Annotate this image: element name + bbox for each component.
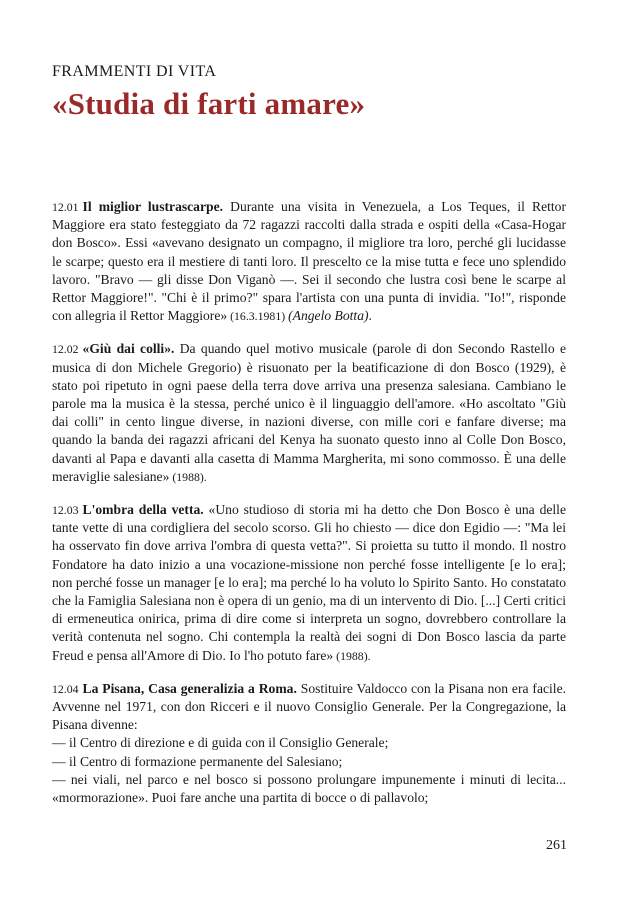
page-number: 261 [546, 838, 567, 853]
entry-number: 12.04 [52, 681, 79, 696]
entry-heading: L'ombra della vetta. [82, 502, 204, 518]
entry-text: Da quando quel motivo musicale (parole di don Secondo Rastello e musica di don Michele Gregorio) è risuonato per la beatificazione di don Bosco (1929), è stato poi ripetuto in ogni paese della terra dove arriva una presenza salesiana. Cambiano le parole ma la musica è la stessa, perché unico è il linguaggio dell'amore. «Ho ascoltato "Giù dai colli" in cento lingue diverse, in nazioni diverse, con mille cori e fanfare diverse; ma quando la banda dei ragazzi africani del Kenya ha suonato questo inno al Colle Don Bosco, davanti al Papa e davanti alla casetta di Mamma Margherita, mi sono commosso. È una delle meraviglie salesiane» [52, 341, 566, 484]
entry-tail: . [368, 308, 372, 324]
entry-12-04 [52, 680, 566, 807]
section-kicker: FRAMMENTI DI VITA [52, 63, 217, 80]
entry-heading: Il miglior lustrascarpe. [82, 199, 224, 214]
page-title: «Studia di farti amare» [52, 86, 366, 121]
entry-heading: La Pisana, Casa generalizia a Roma. [82, 680, 297, 696]
entry-heading: «Giù dai colli». [82, 341, 175, 357]
entry-number: 12.03 [52, 503, 79, 518]
body-text [52, 198, 566, 822]
entry-text: Durante una visita in Venezuela, a Los Teques, il Rettor Maggiore era stato festeggiato da 72 ragazzi raccolti dalla strada e ospiti della «Casa-Hogar don Bosco». Essi «avevano designato un compagno, il migliore tra loro, perché gli lucidasse le scarpe; questo era il mestiere di tanti loro. Il prescelto ce la mise tutta e fece uno splendido lavoro. "Bravo — gli disse Don Viganò —. Sei il secondo che lustra così bene le scarpe al Rettor Maggiore!". "Chi è il primo?" spara l'artista con una punta di invidia. "Io!", risponde con allegria il Rettor Maggiore» [52, 199, 566, 324]
entry-text: «Uno studioso di storia mi ha detto che Don Bosco è una delle tante vette di una cordigliera del secolo scorso. Gli ho chiesto — dice don Egidio —: "Ma lei ha osservato fin dove arriva l'ombra di questa vetta?". Si proietta su tutto il mondo. Il nostro Fondatore ha dato inizio a una vocazione-missione non perché fosse intelligente [e lo era]; non perché fosse un manager [e lo era]; ma perché lo ha voluto lo Spirito Santo. Ho constatato che la Famiglia Salesiana non è opera di un genio, ma di un intervento di Dio. [...] Certi critici di ermeneutica onirica, prima di dire come si interpreta un sogno, dovrebbero controllare la verità contenuta nel sogno. Chi contempla la realtà dei sogni di Don Bosco lascia da parte Freud e pensa all'Amore di Dio. Io l'ho potuto fare» [52, 502, 566, 663]
entry-date: (16.3.1981) [227, 309, 289, 324]
entry-12-01 [52, 198, 566, 325]
entry-text: Sostituire Valdocco con la Pisana non era facile. Avvenne nel 1971, con don Ricceri e il nuovo Consiglio Generale. Per la Congregazione, la Pisana divenne: [52, 680, 566, 733]
entry-number: 12.02 [52, 342, 79, 357]
entry-date: (1988). [333, 648, 371, 663]
list-item: — il Centro di direzione e di guida con il Consiglio Generale; [52, 735, 389, 751]
entry-12-02 [52, 340, 566, 486]
list-item: — nei viali, nel parco e nel bosco si possono prolungare impunemente i minuti di lecita... «mormorazione». Puoi fare anche una partita di bocce o di pallavolo; [52, 771, 566, 806]
entry-date: (1988). [169, 469, 207, 484]
entry-12-03 [52, 501, 566, 665]
entry-author: (Angelo Botta) [288, 308, 369, 324]
list-item: — il Centro di formazione permanente del Salesiano; [52, 753, 343, 769]
entry-number: 12.01 [52, 200, 79, 214]
